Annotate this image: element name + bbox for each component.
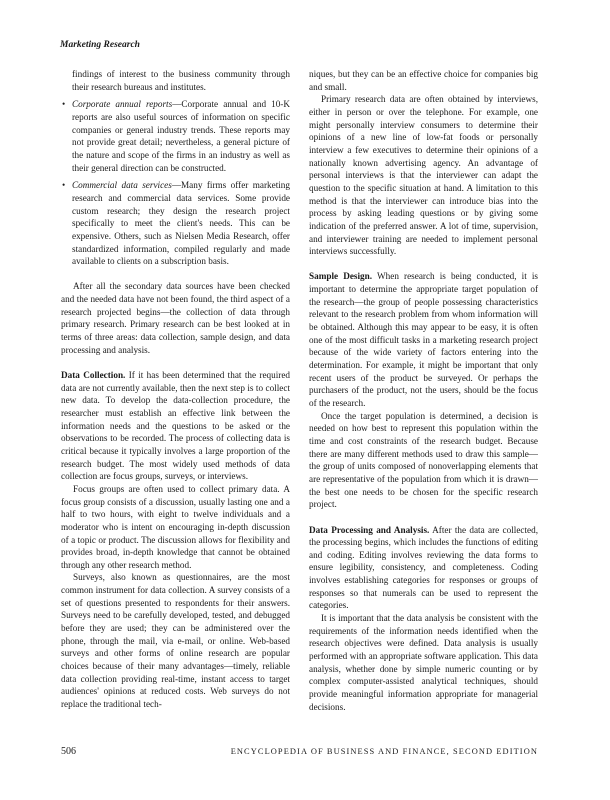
source-list — [61, 98, 290, 268]
section-data-collection — [61, 369, 290, 483]
paragraph-secondary-data: After all the secondary data sources have been checked and the needed data have not been found, the third aspect of a research projected begins—the collection of data through primary research. Primary research can be best looked at in terms of three areas: data collection, sample design, and data processing and analysis. — [61, 281, 290, 355]
list-item-term: Commercial data services — [72, 180, 172, 191]
continued-text: niques, but they can be an effective choice for companies big and small. — [309, 69, 538, 92]
list-item — [62, 98, 291, 174]
paragraph-target-population: Once the target population is determined, a decision is needed on how best to represent this population within the time and cost constraints of the research budget. Because there are many different methods used to draw this sample—the group of units composed of nonoverlapping elements that are representative of the population from which it is drawn—the best one needs to be chosen for the specific research project. — [309, 410, 538, 510]
paragraph-data-analysis: It is important that the data analysis be consistent with the requirements of the information needs identified when the research objectives were defined. Data analysis is usually performed with an appropriate software application. This data analysis, whether done by simple numeric counting or by complex computer-assisted analytical techniques, should provide meaningful information appropriate for managerial decisions. — [309, 613, 538, 712]
paragraph-interviews: Primary research data are often obtained by interviews, either in person or over the telephone. For example, one might personally interview consumers to determine their opinions of a new line of low-fat foods or personally interview a few executives to determine their opinions of a nationally known advertising agency. An advantage of personal interviews is that the interviewer can adapt the question to the specific situation at hand. A limitation to this method is that the interviewer can introduce bias into the process by asking leading questions or by giving some indication of the preferred answer. A lot of time, supervision, and interviewer training are needed to implement personal interviews successfully. — [309, 94, 538, 257]
section-heading: Data Collection. — [61, 369, 126, 380]
paragraph-focus-groups: Focus groups are often used to collect primary data. A focus group consists of a discussion, usually lasting one and a half to two hours, with eight to twelve individuals and a moderator who is intent on encouraging in-depth discussion of a topic or product. The discussion allows for flexibility and provides broad, in-depth knowledge that cannot be obtained through any other research method. — [61, 483, 290, 570]
bullet-icon: • — [62, 99, 66, 110]
list-item — [62, 179, 290, 268]
paragraph-surveys: Surveys, also known as questionnaires, are the most common instrument for data collection. A survey consists of a set of questions presented to respondents for their answers. Surveys need to be carefully developed, tested, and debugged before they are used; they can be administered over the phone, through the mail, via e-mail, or online. Web-based surveys and other forms of online research are popular choices because of their many advantages—timely, reliable data collection providing real-time, instant access to target audiences' opinions at reduced costs. Web surveys do not replace the traditional tech- — [61, 572, 290, 710]
bullet-icon: • — [62, 180, 66, 191]
section-data-processing — [309, 524, 538, 613]
section-heading: Sample Design. — [309, 271, 373, 282]
list-item-text: —Corporate annual and 10-K reports are also useful sources of information on specific companies or general industry trends. These reports may not provide great detail; nevertheless, a general picture of the nature and scope of the firms in an industry as well as their general direction can be constructed. — [72, 99, 291, 173]
running-head: Marketing Research — [60, 40, 140, 50]
section-text: When research is being conducted, it is important to determine the appropriate target population of the research—the group of people possessing characteristics relevant to the research problem from whom information will be obtained. Although this may appear to be easy, it is often one of the most difficult tasks in a marketing research project because of the wide variety of factors entering into the determination. For example, it might be important that only recent users of the product be surveyed. Or perhaps the purchasers of the product, not the users, should be the focus of the research. — [309, 271, 538, 408]
right-column — [309, 68, 538, 713]
book-title: ENCYCLOPEDIA OF BUSINESS AND FINANCE, SECOND EDITION — [230, 747, 538, 756]
list-item-term: Corporate annual reports — [72, 99, 173, 110]
page-number: 506 — [61, 746, 76, 757]
list-item-text: —Many firms offer marketing research and commercial data services. Some provide custom research; they design the research project specifically to meet the client's needs. This can be expensive. Others, such as Nielsen Media Research, offer standardized information, compiled regularly and made available to clients on a subscription basis. — [72, 180, 290, 267]
continued-text: findings of interest to the business community through their research bureaus and institutes. — [72, 69, 290, 92]
section-text: After the data are collected, the processing begins, which includes the functions of editing and coding. Editing involves reviewing the data forms to ensure legibility, consistency, and completeness. Coding involves establishing categories for responses or groups of responses so that numerals can be used to represent the categories. — [309, 524, 539, 611]
section-text: If it has been determined that the required data are not currently available, then the next step is to collect new data. To develop the data-collection procedure, the researcher must establish an effective link between the information needs and the questions to be asked or the observations to be recorded. The process of collecting data is critical because it typically involves a large proportion of the research budget. The most widely used methods of data collection are focus groups, surveys, or interviews. — [61, 369, 291, 482]
section-sample-design — [309, 270, 538, 409]
section-heading: Data Processing and Analysis. — [309, 524, 430, 535]
left-column — [61, 68, 290, 711]
